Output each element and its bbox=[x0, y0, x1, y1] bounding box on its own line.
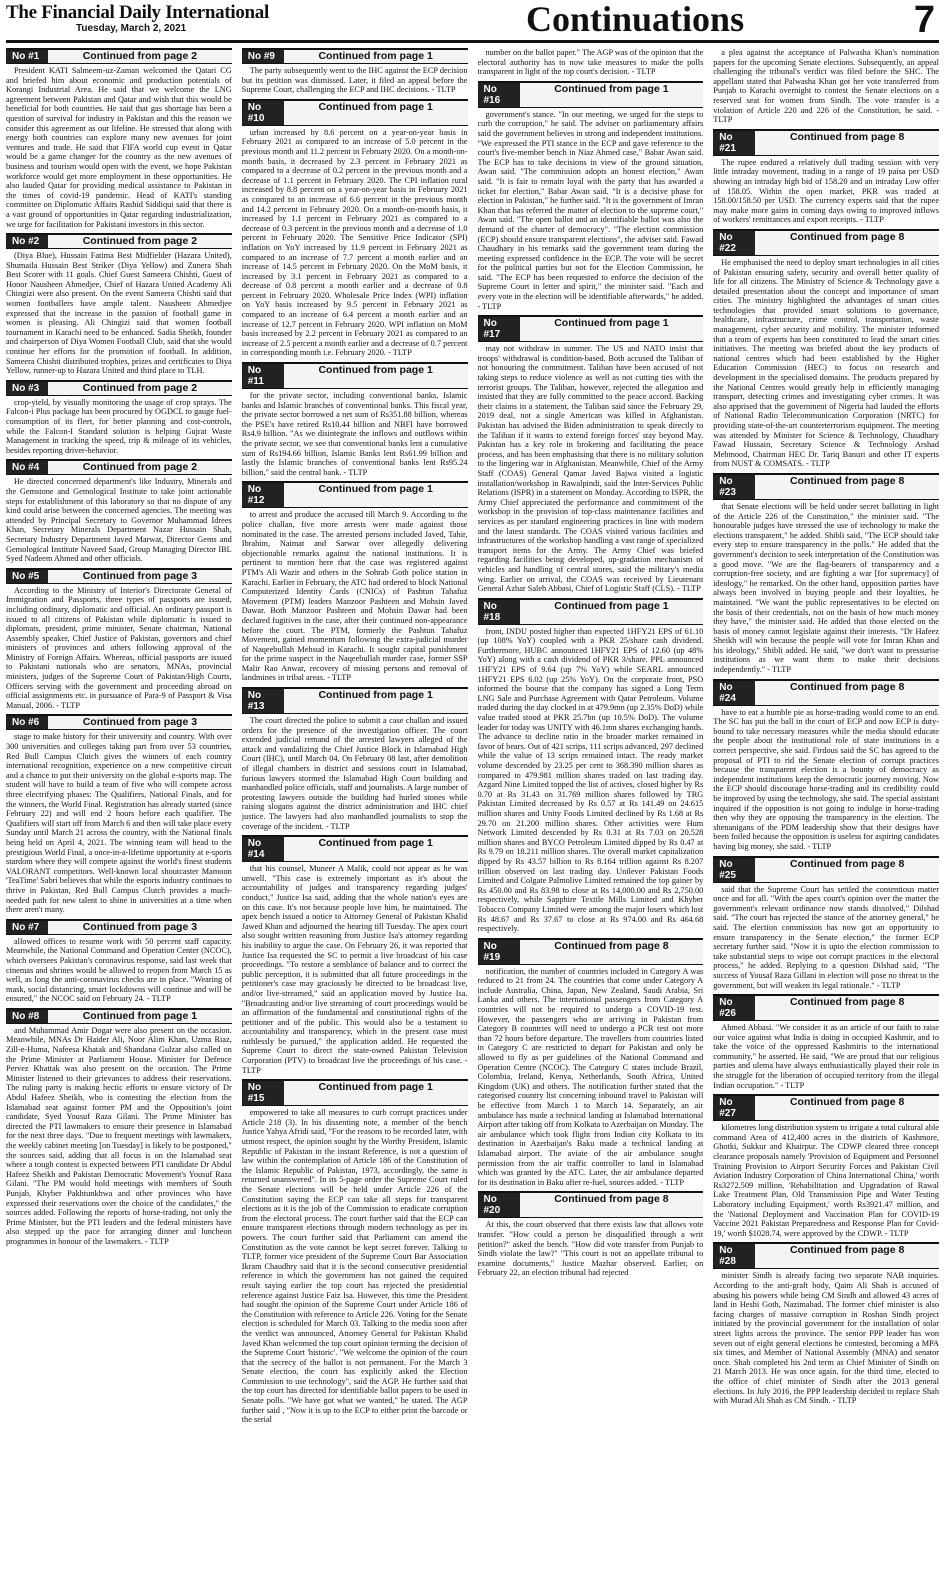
article-number-badge: No #28 bbox=[713, 1244, 755, 1268]
article-number-badge: No #13 bbox=[242, 689, 284, 713]
continued-from-label: Continued from page 1 bbox=[520, 600, 704, 624]
article-continuation bbox=[6, 568, 232, 711]
article-body-text: front, INDU posted higher than expected 1HFY21 EPS of 61.10 (up 108% YoY) coupled with a PKR 25/share cash dividend. Furthermore, HUBC announced 1HFY21 EPS of 12.60 (up 48% YoY) along with a cash dividend of PKR 3/share. PPL announced 1HFY21 EPS of 9.64 (up 7% YoY) while SEARL announced 1HFY21 EPS 6.02 (up 25% YoY). On the corporate front, PSO informed the bourse that the company has signed a Long Term LNG Sale and Purchase Agreement with Qatar Petroleum. Volume traded during the day clocked in at 479.9mn (up 2.35% DoD) while value traded stood at PKR 25.7bn (up 10.5% DoD). The volume leader for today was UNITY with 46.1mn shares exchanging hands. The advance to decline ratio in the broader market remained in favor of bears. Out of 421 scrips, 111 scrips advanced, 297 declined while the value of 13 scrips remained intact. The ready market volume descended by 23.25 per cent to 368.390 million shares as compared to 479.981 million shares traded on last trading day. Azgard Nine Limited topped the list of actives, closed higher by Rs 0.70 at Rs 31.43 on 31.769 million shares followed by TRG Pakistan Limited decreased by Rs 0.57 at Rs 141.49 on 24.615 million shares and Unity Foods Limited declined by Rs 1.68 at Rs 29.70 on 21.200 million shares. Other activities were Hum Network Limited descended by Rs 0.31 at Rs 7.03 on 20.528 million shares and BYCO Petroleum Limited dipped by Rs 0.47 at Rs 9.79 on 18.211 million shares. The overall market capitalization dipped by Rs 43.57 billion to Rs 8.164 trillion against Rs 8.207 trillion observed on last trading day. Unilever Pakistan Foods Limited and Colgate Palmolive Limited remained the top gainer by Rs 450.00 and Rs 83.98 to close at Rs 14,000.00 and Rs 2,750.00 respectively, while Sapphire Textile Mills Limited and Khyber Tobacco Company Limited were among the major losers which lost Rs 48.67 and Rs 37.67 to close at Rs 974.00 and Rs 464.68 respectively. bbox=[477, 626, 704, 934]
article-number-badge: No #11 bbox=[242, 364, 284, 388]
column-2 bbox=[242, 48, 468, 1580]
article-number-badge: No #3 bbox=[6, 382, 48, 395]
article-header-bar bbox=[6, 48, 232, 64]
article-continuation bbox=[6, 48, 232, 229]
continued-from-label: Continued from page 8 bbox=[755, 681, 939, 705]
article-header-bar bbox=[713, 473, 939, 500]
continued-from-label: Continued from page 8 bbox=[755, 996, 939, 1020]
article-continuation bbox=[478, 315, 704, 593]
continued-from-label: Continued from page 1 bbox=[520, 317, 704, 341]
continued-from-label: Continued from page 1 bbox=[284, 689, 468, 713]
article-number-badge: No #20 bbox=[478, 1193, 520, 1217]
article-header-bar bbox=[6, 459, 232, 475]
article-body-text: kilometres long distribution system to irrigate a total cultural able command Area of 412,400 acres in the districts of Kashmore, Ghotki, Sukkur and Khairpur. The CDWP cleared three concept clearance proposals namely 'Provision of Equipment and Personnel Training Provision to Airport Security Forces and Pakistan Civil Aviation Industry Corporation of China International China,' worth Rs3272.509 million, 'Rehabilitation and Upgradation of Rawal Lake Treatment Plan, Old Transmission Pipe and Water Testing Laboratory including Equipment,' worth Rs3921.47 million, and the 'National Deployment and Vaccination Plan for COVID-19 Vaccine 2021 Pakistan Preparedness and Response Plan for Covid-19,' worth $1028.74, were approved by the CDWP. - TLTP bbox=[713, 1123, 939, 1238]
article-continuation bbox=[6, 380, 232, 456]
column-4 bbox=[713, 48, 939, 1580]
article-continuation bbox=[478, 938, 704, 1188]
article-header-bar bbox=[478, 81, 704, 108]
article-body-text: and Muhammad Amir Dogar were also present on the occasion. Meanwhile, MNAs Dr Haider Ali, Noor Alim Khan, Uzma Riaz, Zill-e-Huma, Nafeesa Khatak and Shandana Gulzar also called on the Prime Minister at Parliament House. Minister for Defence Pervez Khattak was also present on the occasion. The Prime Minister listened to their grievances to address their reservations. The ruling party is making hectic efforts to ensure victory of Dr Abdul Hafeez Sheikh, who is contesting the election from the Islamabad seat against former PM and the Opposition's joint candidate, Syed Yousuf Raza Gilani. The Prime Minister has directed the PTI lawmakers to ensure their presence in Islamabad for the next three days. "Due to frequent meetings with lawmakers, the weekly cabinet meeting [on Tuesday] is likely to be postponed," the sources said, adding that all focus is on the Islamabad seat where a tough contest is expected between PTI candidate Dr Abdul Hafeez Sheikh and Pakistan Democratic Movement's Yousuf Raza Gilani. "The PM would hold meetings with members of South Punjab, Khyber Pakhtunkhwa and other provinces who have expressed their reservations over the choice of the candidates," the sources added. Following the reports of horse-trading, not only the Prime Minister, but the PTI leaders and the federal ministers have also stepped up the pace for arranging dinner and luncheon programmes in honour of the lawmakers. - TLTP bbox=[6, 1025, 232, 1246]
continued-from-label: Continued from page 2 bbox=[48, 235, 232, 248]
continued-from-label: Continued from page 8 bbox=[755, 858, 939, 882]
article-body-text: empowered to take all measures to curb corrupt practices under Article 218 (3). In his dissenting note, a member of the bench Justice Yahya Afridi said, "For the reasons to be recorded later, with utmost respect, the opinion sought by the Worthy President, Islamic Republic of Pakistan in the instant Reference, is not a question of law within the contemplation of Article 186 of the Constitution of the Islamic Republic of Pakistan, 1973, accordingly, the same is returned unanswered". In its 5-page order the Supreme Court ruled the Senate elections will be held under Article 226 of the Constitution saying the ECP can take all steps for transparent elections as it is the job of the Commission to eradicate corruption from the electoral process. The court further said that the ECP can ensure transparent elections through modern technology as per its powers. The court further said that Parliament can amend the Constitution as the vote cannot be kept secret forever. Talking to TLTP, former vice president of the Supreme Court Bar Association Ikram Chaudhry said that it is the second consecutive presidential reference in which the government has not gained the required result saying earlier the top court has rejected the presidential reference against Justice Faiz Isa. However, this time the President had sought the opinion of the Supreme Court under Article 186 of the Constitution with reference to Article 226. Voting for the Senate election is scheduled for March 03. Talking to the media soon after the verdict was announced, Attorney General for Pakistan Khalid Javed Khan welcomed the top court opinion terming the decision of the Supreme Court 'historic'. "We welcome the opinion of the court that the secrecy of the ballot is not permanent. For the March 3 Senate election, the court has explicitly asked the Election Commission to use technology", said the AGP. He further said that the top court has directed for identifiable ballot papers to be used in Senate polls. "We have got what we wanted," he stated. The AGP further said , "Now it is up to the ECP to either print the barcode or the serial bbox=[241, 1108, 468, 1425]
article-body-text: number on the ballot paper." The AGP was of the opinion that the electoral authority has to now take measures to make the polls transparent in light of the top court's decision. - TLTP bbox=[477, 48, 704, 77]
article-body-text: notification, the number of countries included in Category A was reduced to 21 from 24. The countries that come under Category A include Australia, China, Japan, New Zealand, Saudi Arabia, Sri Lanka and others. The international passengers from Category A countries will not be required to undergo a COVID-19 test. However, the passengers who are arriving in Pakistan from Category B countries will need to undergo a PCR test not more than 72 hours before departure. The travellers from countries listed in Category C are restricted to depart for Pakistan and only be allowed to fly as per guidelines of the National Command and Operation Centre (NCOC). The Category C states include Brazil, Colombia, Ireland, Kenya, Netherlands, South Africa, United Kingdom (UK) and others. The notification further stated that the categorised country list concerning inbound travel to Pakistan will be effective from March 1 to March 14. Separately, an air ambulance has made a technical landing at Islamabad International Airport after taking off from Kolkata to Azerbaijan on Monday. The air ambulance which took flight from Indian city Kolkata to its destination in Azerbaijan's Baku made a technical landing at Islamabad airport. The aviate of the air ambulance sought permission from the air traffic controller to land in Islamabad which was granted by the ATC. Later, the air ambulance departed for its destination in Baku after re-fuel, sources added. - TLTP bbox=[477, 966, 704, 1187]
article-header-bar bbox=[6, 568, 232, 584]
continued-from-label: Continued from page 3 bbox=[48, 716, 232, 729]
article-continuation bbox=[242, 48, 468, 95]
article-continuation bbox=[713, 679, 939, 852]
article-number-badge: No #1 bbox=[6, 50, 48, 63]
article-body-text: The rupee endured a relatively dull trading session with very little intraday movement, trading in a range of 19 paisa per USD showing an intraday high bid of 158.20 and an intraday Low offer of 158.05. Within the open market, PKR was traded at 158.00/158.50 per USD. The currency experts said that the rupee may make more gains in coming days owing to improved inflows of workers' remittances and export receipts. - TLTP bbox=[713, 157, 939, 225]
article-body-text: may not withdraw in summer. The US and NATO insist that troops' withdrawal is condition-based. Both accused the Taliban of not honouring the commitment. Taliban have been accused of not taking steps to reduce violence as well as not cutting ties with the terrorist groups. The Taliban, however, rejected the allegation and insisted that they are fully committed to the peace accord. Backing their claims in a statement, the Taliban said since the February 29, 2019 deal, not a single American was killed in Afghanistan. Pakistan has advised the Biden administration to speak directly to the Taliban if it wants to extend foreign forces' stay beyond May. Pakistan has a key role in brokering and facilitating the peace process, and has been emphasising that there is no military solution to the lingering war in Afghanistan. Meanwhile, Chief of the Army Staff (COAS) General Qamar Javed Bajwa visited a logistic installation/workshop in Rawalpindi, said the Inter-Services Public Relations (ISPR) in a statement on Monday. According to ISPR, the Army Chief appreciated the performance and commitment of the workshop in the provision of top-class maintenance facilities and services as per standard engineering practices in line with modern and the latest standards. The COAS visited various facilities and infrastructures of the workshop handling a vast range of specialized transport items for the Army. The Army Chief was briefed regarding facilities being developed, up-gradation mechanism of vehicles and handling of central stores, said the military's media wing. Earlier on arrival, the COAS was received by Lieutenant General Azhar Saleh Abbasi, Chief of Logistic Staff (CLS). - TLTP bbox=[477, 344, 704, 594]
article-header-bar bbox=[6, 233, 232, 249]
article-continuation bbox=[6, 459, 232, 563]
article-number-badge: No #22 bbox=[713, 231, 755, 255]
continued-from-label: Continued from page 8 bbox=[755, 1244, 939, 1268]
article-continuation bbox=[713, 473, 939, 675]
continued-from-label: Continued from page 1 bbox=[520, 83, 704, 107]
article-header-bar bbox=[242, 1079, 468, 1106]
article-header-bar bbox=[478, 1191, 704, 1218]
article-header-bar bbox=[713, 679, 939, 706]
article-number-badge: No #27 bbox=[713, 1096, 755, 1120]
continued-from-label: Continued from page 8 bbox=[755, 231, 939, 255]
column-1 bbox=[6, 48, 232, 1580]
article-number-badge: No #10 bbox=[242, 101, 284, 125]
article-header-bar bbox=[713, 1094, 939, 1121]
column-3 bbox=[478, 48, 704, 1580]
article-header-bar bbox=[6, 1008, 232, 1024]
article-header-bar bbox=[242, 99, 468, 126]
article-continuation bbox=[6, 233, 232, 376]
article-header-bar bbox=[242, 687, 468, 714]
article-number-badge: No #16 bbox=[478, 83, 520, 107]
article-number-badge: No #18 bbox=[478, 600, 520, 624]
page-number: 7 bbox=[913, 0, 935, 41]
article-header-bar bbox=[713, 856, 939, 883]
article-body-text: The court directed the police to submit a case challan and issued orders for the presence of the investigation officer. The court extended judicial remand of the arrested lawyers alleged of the attack and vandalizing the Chief Justice Block in Islamabad High Court (IHC), until March 04. On February 08 last, after demolition of illegal chambers in district and sessions court in Islamabad, furious lawyers stormed the Islamabad High Court building and manhandled police officials, staff and journalists. A large number of protesting lawyers outside the building had hurled stones while raising slogans against the district administration and IHC chief justice. The lawyers had also manhandled journalists to stop the coverage of the incident. - TLTP bbox=[241, 716, 468, 831]
continued-from-label: Continued from page 1 bbox=[48, 1010, 232, 1023]
article-number-badge: No #17 bbox=[478, 317, 520, 341]
article-number-badge: No #23 bbox=[713, 475, 755, 499]
article-body-text: to arrest and produce the accused till March 9. According to the police challan, five more arrests were made against those nominated in the case. The arrested persons included Javed, Tahir, Ibrahim, Naimat and Sarwar over allegedly delivering objectionable remarks against the national institutions. It is pertinent to mention here that the case was registered against PTM's Ali Wazir and others in the Sohrab Goth police station in Karachi. Earlier in February, the ATC had ordered to block National Computerized Identity Cards (CNICs) of Pashtun Tahafuz Movement (PTM) leaders Manzoor Pashteen and Mohsin Javed Dawar. Both Manzoor Pashteen and Mohsin Dawar had been declared fugitives in the case, after their continued non-appearance before the court. The PTM, formerly the Pashtun Tahafuz Movement, gained momentum following the extra-judicial murder of Naqeebullah Mehsud in Karachi. It sought capital punishment for the prime suspect in the Naqeebullah murder case, former SSP Malir Rao Anwar, recovery of missing persons and removal of landmines in tribal areas. - TLTP bbox=[241, 510, 468, 683]
newspaper-name: The Financial Daily International bbox=[6, 2, 269, 23]
article-number-badge: No #14 bbox=[242, 837, 284, 861]
article-body-text: urban increased by 8.6 percent on a year-on-year basis in February 2021 as compared to an increase of 5.0 percent in the previous month and 11.2 percent in February 2020. On a month-on-month basis, it decreased by 2.3 percent in February 2021 as compared to a decrease of 0.2 percent in the previous month and a decrease of 1.1 percent in February 2020. The CPI inflation rural increased by 8.8 percent on a year-on-year basis in February 2021 as compared to an increase of 6.6 percent in the previous month and 14.2 percent in February 2020. On a month-on-month basis, it increased by 1.1 percent in February 2021 as compared to a decrease of 0.3 percent in the previous month and a decrease of 1.0 percent in February 2020. The Sensitive Price Indicator (SPI) inflation on YoY increased by 11.9 percent in February 2021 as compared to an increase of 7.7 percent a month earlier and an increase of 14.5 percent in February 2020. On the MoM basis, it increased by 3.1 percent in February 2021 as compared to a decrease of 0.8 percent a month earlier and a decrease of 0.8 percent in February 2020. Wholesale Price Index (WPI) inflation on YoY basis increased by 9.5 percent in February 2021 as compared to an increase of 6.4 percent a month earlier and an increase of 12.7 percent in February 2020. WPI inflation on MoM basis increased by 2.2 percent in February 2021 as compared to an increase of 2.5 percent a month earlier and a decrease of 0.7 percent in corresponding month i.e. February 2020. - TLTP bbox=[241, 127, 468, 358]
article-number-badge: No #8 bbox=[6, 1010, 48, 1023]
article-body-text: minister Sindh is already facing two separate NAB inquiries. According to the anti-graft body, Qaim Ali Shah is accused of abusing his powers while being CM Sindh and allowed 43 acres of land in Heshi Goth, Nazimabad. The former chief minister is also facing charges of massive corruption in Roshan Sindh project initiated by the provincial government for the installation of solar street lights across the province. The senior PPP leader has won seven out of eight general elections he contested, becoming a MPA six times, and Member of National Assembly (MNA) and senator once. Shah completed his 2nd term as Chief Minister of Sindh on 21 March 2013. He was once again, for the third time, elected to the office of chief minister of Sindh after the 2013 general elections. In July 2016, the PPP leadership decided to replace Shah with Murad Ali Shah as CM Sindh. - TLTP bbox=[713, 1271, 939, 1406]
article-header-bar bbox=[242, 48, 468, 64]
continued-from-label: Continued from page 2 bbox=[48, 382, 232, 395]
continued-from-label: Continued from page 8 bbox=[520, 940, 704, 964]
article-header-bar bbox=[713, 129, 939, 156]
article-continuation bbox=[478, 1191, 704, 1278]
article-body-text: said that the Supreme Court has settled the contentious matter once and for all. "With the apex court's opinion over the matter the government's relevant ordinance now stands dissolved," Dilshad said. "The court has rejected the stance of the attorney general," he said. The election commission has now got an opportunity to ensure transparency in the Senate election," the former ECP secretary further said. "Now it is upto the election commission to take substantial steps to wipe out corrupt practices in the electoral process," he added. Replying to a question Dilshad said, "The success of Yousaf Raza Gillani in election will pose no threat to the government, but will weaken its legal rationale." - TLTP bbox=[713, 884, 939, 990]
article-header-bar bbox=[242, 481, 468, 508]
continued-from-label: Continued from page 2 bbox=[48, 50, 232, 63]
article-header-bar bbox=[713, 1242, 939, 1269]
article-number-badge: No #19 bbox=[478, 940, 520, 964]
article-body-text: crop-yield, by visually monitoring the usage of crop sprays. The Falcon-i Plus package has been procured by OGDCL to gauge fuel-consumption of its fleet, for better planning and cost-controls, while the Falcon-I Standard solution is helping Gujrat Waste Management in tracking the speed, trip & mileage of its vehicles, besides reporting driver-behavior. bbox=[6, 397, 232, 455]
article-body-text: At this, the court observed that there exists law that allows vote transfer. "How could a person be disqualified through a writ petition?" asked the bench. "How did vote transfer from Punjab to Sindh violate the law?" "This court is not an appellate tribunal to examine documents," Justice Mazhar observed. Earlier, on February 22, an election tribunal had rejected bbox=[477, 1220, 704, 1278]
article-body-text: allowed offices to resume work with 50 percent staff capacity. Meanwhile, the National Command and Operation Center (NCOC), which oversees Pakistan's coronavirus response, said last week that cinemas and shrines would be allowed to reopen from March 15 as well, as long the anti-coronavirus checks are in place. "Wearing of mask, social distancing, smart lockdowns will continue and will be ensured," the NCOC said on February 24. - TLTP bbox=[6, 936, 232, 1004]
article-header-bar bbox=[6, 380, 232, 396]
article-body-text: stage to make history for their university and country. With over 300 universities and colleges taking part from over 53 countries, Red Bull Campus Clutch gives the winners of each country international recognition, experience on a new competitive circuit and a chance to put their university on the global e-sports map. The student will have to build a team of five who will compete across three electrifying phases: The Qualifiers, National Finals, and for the winners, the World Final. Registration has already started (since February 22) and will end 2 hours before each qualifier. The Qualifiers will start off from March 6 and then will take place every Sunday until March 21 across the country, with the National finals being held on April 4, 2021. The winning team will head to the prestigious World Final, a once-in-a-lifetime opportunity at e-sports stardom where they will compete against the world's finest students VALORANT competitors. Well-known local shoutcaster Mamoon 'TeaTime' Sabri believes that while the esports industry continues to thrive in Pakistan, Red Bull Campus Clutch provides a much-needed path for new talent to shine in universities at a time when there aren't many. bbox=[6, 732, 232, 915]
masthead bbox=[6, 0, 939, 43]
continued-from-label: Continued from page 3 bbox=[48, 570, 232, 583]
article-continuation bbox=[713, 129, 939, 225]
article-header-bar bbox=[6, 714, 232, 730]
article-body-text: have to eat a humble pie as horse-trading would come to an end. The SC has put the ball in the court of ECP and now ECP is duty-bound to take necessary measures while the media should educate the people about the institutional role of state institutions in a correct perspective, she said. Firdous said the SC has agreed to the proposal of PTI to rid the Senate election of corrupt practices because the transparent election is a bounty of democracy as independent institutions keep the democratic journey moving. Now the ECP should discourage horse-trading and its credibility could be improved by using the technology, she said. The special assistant inquired if the opposition is not going to indulge in horse-trading then why they are opposing the transparency in the election. The shenanigans of the PDM leadership show that their designs have been foiled because the opposition is useless for aspiring candidates having big money, she said. - TLTP bbox=[713, 707, 939, 851]
article-body-text: (Diya Blue), Hussain Fatima Best Midfielder (Hazara United), Shumaila Hussain Best Striker (Diya Yellow) and Zunera Shah Best Scorer with 11 goals. Chief Guest Sameera Chishti, Guest of Honor Nausheen Ahmedjee, Chief of Hazara United Academy Ali Chingizi were also present. On the event Sameera Chishti said that women footballers have ample talent. Nausheen Ahmedjee expressed that the increase in the passion of football game in women is pleasing. Ali Chingizi said that women football tournament in Karachi need to be enhanced. Sadia Sheikh, founder and chairperson of Diya Women Football Club, said that she would continue her efforts for the promotion of football. In addition, Sameera Chishti distributed trophies, prizes and certificates to Diya Yellow, runner-up to Hazara United and third place to TLH. bbox=[6, 251, 232, 376]
article-body-text: Ahmed Abbasi. "We consider it as an article of our faith to raise our voice against what India is doing in occupied Kashmir, and to take the voice of the oppressed Kashmiris to the international community," he asserted. He said, "We are proud that our religious parties and ulema have always enthusiastically played their role in the struggle for the liberation of occupied territory from the illegal Indian occupation." - TLTP bbox=[713, 1023, 939, 1090]
article-number-badge: No #26 bbox=[713, 996, 755, 1020]
continued-from-label: Continued from page 1 bbox=[284, 364, 468, 388]
article-body-text: government's stance. "In our meeting, we urged for the steps to curb the corruption," he said. The adviser on parliamentary affairs said the government believes in strong and independent institutions. "We expressed the PTI stance in the ECP and gave reference to the court's five-member bench in Niaz Ahmed case," Babar Awan said. The ECP has to take decisions in view of the ground situation, Awan said. "The commission adopts an honest election," Awan said. "It is fair to remain loyal with the party that has awarded a ticket for election," Babar Awan said. "It is a decisive phase for election in Pakistan," he further said. "It is the government of Imran Khan that has referred the matter of election to the supreme court," Awan said. "The open ballot and an identifiable ballot was also the demand of the charter of democracy". "The election commission (ECP) should ensure transparent elections", the adviser said. Fawad Chaudhary in his remarks said the government team during the meeting expressed confidence in the ECP. The vote will be secret for the political parties but not for the Election Commission, he said. "The ECP has been requested to enforce the decision of the Supreme Court in letter and spirit," the minister said. "Each and every vote in the election will be identifiable afterwards," he added. - TLTP bbox=[477, 109, 704, 311]
section-title: Continuations bbox=[526, 0, 745, 39]
article-continuation bbox=[242, 362, 468, 477]
article-continuation bbox=[6, 1008, 232, 1247]
article-continuation bbox=[713, 48, 939, 125]
article-continuation bbox=[242, 1079, 468, 1425]
article-continuation bbox=[6, 919, 232, 1004]
continued-from-label: Continued from page 1 bbox=[284, 101, 468, 125]
article-number-badge: No #24 bbox=[713, 681, 755, 705]
article-continuation bbox=[6, 714, 232, 914]
article-header-bar bbox=[6, 919, 232, 935]
article-number-badge: No #6 bbox=[6, 716, 48, 729]
article-body-text: President KATI Salmeem-uz-Zaman welcomed the Qatari CG and briefed him about economic and production potentials of Korangi Industrial Area. He said that we welcome the LNG agreement between Pakistan and Qatar and wish that this would be beneficial for both countries. He said that gas shortage has been a question of survival for industry in Pakistan and this the reason we consider this agreement as our lifeline. He stressed that along with energy both countries can explore many new avenues for joint ventures and trade. He said that FIFA world cup event in Qatar would be a game changer for the country as the new avenues of business and tourism would open with the event, we hope Pakistan workforce would get more employment in these opportunities. He also lauded Qatar for providing medical assistance to Pakistan in the times of covid-19 pandemic. Head of KATI's standing committee on Diplomatic Affairs Rashid Siddiqui said that there is a vast ground of opportunities in Qatar regarding industrialization, we urge for facilitation for Pakistani investors in this sector. bbox=[6, 66, 232, 229]
continued-from-label: Continued from page 1 bbox=[284, 837, 468, 861]
article-continuation bbox=[713, 1094, 939, 1238]
article-continuation bbox=[478, 48, 704, 77]
continued-from-label: Continued from page 8 bbox=[520, 1193, 704, 1217]
article-number-badge: No #5 bbox=[6, 570, 48, 583]
continued-from-label: Continued from page 8 bbox=[755, 475, 939, 499]
article-number-badge: No #25 bbox=[713, 858, 755, 882]
article-continuation bbox=[713, 856, 939, 991]
article-body-text: According to the Ministry of Interior's Directorate General of Immigration and Passports, three types of passports are issued, including ordinary, diplomatic and official. An ordinary passport is issued to all citizens of Pakistan while diplomatic is issued to diplomats, president, prime minister, Senate chairman, National Assembly speaker, Chief Justice of Pakistan, governors and chief ministers of provinces and others following approval of the Ministry of Foreign Affairs. Whereas, official passports are issued to Pakistani nationals who are senators, MNAs, provincial ministers, judges of the Supreme Court of Pakistan/High Courts, Officers serving with the government and proceeding abroad on official assignments etc. in pursuance of Para-9 of Passport & Visa Manual, 2006. - TLTP bbox=[6, 585, 232, 710]
article-header-bar bbox=[242, 362, 468, 389]
article-number-badge: No #21 bbox=[713, 131, 755, 155]
article-body-text: He directed concerned department's like Industry, Minerals and the Gemstone and Gemological Institute to take joint actionable steps for establishment of this laboratory so that no dispute of any kind could arise between the concerned agencies. The meeting was attended by Principal Secretary to Governor Muhammad Idrees Khan, Secretary Minerals Department Nazar Hussain Shah, Secretary Industry Department Javed Marwat, Director Gems and Gemological Institute Naveed Saad, Group Managing Director IBL Syed Nadeem Ahmed and other officials. bbox=[6, 477, 232, 564]
article-continuation bbox=[713, 229, 939, 469]
continued-from-label: Continued from page 8 bbox=[755, 1096, 939, 1120]
issue-date: Tuesday, March 2, 2021 bbox=[76, 23, 187, 34]
article-continuation bbox=[713, 994, 939, 1090]
article-continuation bbox=[478, 81, 704, 311]
article-number-badge: No #7 bbox=[6, 921, 48, 934]
continued-from-label: Continued from page 1 bbox=[284, 50, 468, 63]
continued-from-label: Continued from page 1 bbox=[284, 1081, 468, 1105]
article-number-badge: No #12 bbox=[242, 483, 284, 507]
continued-from-label: Continued from page 2 bbox=[48, 461, 232, 474]
article-continuation bbox=[713, 1242, 939, 1405]
article-continuation bbox=[242, 835, 468, 1075]
article-body-text: that his counsel, Muneer A Malik, could not appear as he was unwell. "This case is extremely important as it's about the accountability of judges and transparency regarding judges' conduct," Justice Isa said, adding that the whole nation's eyes are on this case. It's not because people love him, he maintained. The apex bench issued a notice to Attorney General of Pakistan Khalid Jawed Khan and adjourned the hearing till Tuesday. The apex court also sought written reasoning from Justice Isa's attorney regarding his inability to argue the case. On February 26, it was reported that Justice Isa requested the SC to permit a live broadcast of his case proceedings. "To restore a semblance of balance and to correct the public perception, it is submitted that all future proceedings in the petitioner's case may graciously be directed to be broadcast live, and/or live-streamed," said an application moved by Justice Isa. "Broadcasting and/or live streaming of court proceedings would be an affirmation of the fundamental and constitutional rights of the petitioner and of the public. This would also be a testament to accountability and transparency, which in the present case must ruthlessly be pursued," the application added. He requested the Supreme Court to direct the state-owned Pakistan Television Corporation (PTV) to broadcast live the proceedings of his case. - TLTP bbox=[241, 864, 468, 1075]
article-continuation bbox=[242, 481, 468, 683]
article-continuation bbox=[242, 687, 468, 831]
article-columns bbox=[6, 48, 939, 1580]
article-body-text: that Senate elections will be held under secret balloting in light of the Article 226 of the Constitution," the minister said. "The honourable judges have stressed the use of technology to make the elections transparent," he added. Shibli said, "The ECP should take every step to ensure transparency in the polls." He added that the government's decision to seek interpretation of the Constitution was a good move. "We are the flag-bearers of transparency and a corruption-free society, and are fighting a war [for supremacy] of ideology," he remarked. On the other hand, opposition parties have always been involved in buying people and their loyalties, he maintained. "We want the public representatives to be elected on the basis of their credentials, not on the basis of how much money they have," the minister said. He added that those elected on the basis of money cannot legislate against their interests. "Dr Hafeez Sheikh will win because the people will vote for Imran Khan and his ideology," Shibli added. He said, "we don't want to pressurise institutions as we want them to make their decisions independently." - TLTP bbox=[713, 501, 939, 675]
article-header-bar bbox=[478, 598, 704, 625]
article-number-badge: No #15 bbox=[242, 1081, 284, 1105]
continued-from-label: Continued from page 3 bbox=[48, 921, 232, 934]
article-continuation bbox=[242, 99, 468, 358]
article-header-bar bbox=[242, 835, 468, 862]
article-number-badge: No #4 bbox=[6, 461, 48, 474]
continued-from-label: Continued from page 1 bbox=[284, 483, 468, 507]
article-header-bar bbox=[478, 315, 704, 342]
article-number-badge: No #2 bbox=[6, 235, 48, 248]
article-body-text: The party subsequently went to the IHC against the ECP decision but its petition was dismissed. Later, it filed an appeal before the Supreme Court, challenging the ECP and IHC decisions. - TLTP bbox=[241, 66, 468, 95]
article-number-badge: No #9 bbox=[242, 50, 284, 63]
article-body-text: a plea against the acceptance of Palwasha Khan's nomination papers for the upcoming Senate elections. Subsequently, an appeal challenging the tribunal's verdict was filed before the SHC. The appellant stated that Palwasha Khan got her vote transferred from Punjab to Karachi overnight to contest the Senate elections on a reserved seat for women from Sindh. The vote transfer is a violation of Article 220 and 226 of the Constitution, he said. - TLTP bbox=[713, 48, 939, 125]
article-body-text: He emphasised the need to deploy smart technologies in all cities of Pakistan ensuring safety, security and overall better quality of life for all citizens. The Ministry of Science & Technology gave a detailed presentation about the concept and importance of smart cities. The ministry highlighted the advantages of smart cities technologies that provided smart solutions to governance, healthcare, infrastructure, crime control, transportation, waste management, cyber security and mobility. The minister informed that a team of experts has been constituted to lead the smart cities initiatives. The meeting was briefed about the key products of national centres which had been established by the Higher Education Commission (HEC) to focus on research and development in the specialised domains. The products prepared by the National Centres would greatly help in efficiently managing transport, detecting crimes and investigating cyber crimes. It was also apprised that the government of Nigeria had lauded the efforts of National Radio Telecommunication Corporation (NRTC) for providing state-of-the-art counterterrorism equipment. The meeting was attended by Minister for Science & Technology, Chaudhary Fawad Hussain, Secretary Science & Technology Arshad Mehmood, Chairman HEC Dr. Tariq Banuri and other IT experts from NUST & COMSATS. - TLTP bbox=[713, 257, 939, 469]
article-header-bar bbox=[713, 229, 939, 256]
article-header-bar bbox=[478, 938, 704, 965]
continued-from-label: Continued from page 8 bbox=[755, 131, 939, 155]
article-body-text: for the private sector, including conventional banks, Islamic banks and Islamic branches of conventional banks. This fiscal year, the private sector borrowed a net sum of Rs351.88 billion, whereas the PSE's have retired Rs10.44 billion and NBFI have borrowed Rs4.9 billion. "As we disintegrate the inflows and outflows within the private sector, we see that conventional banks lent a cumulative sum of Rs194.66 billion, Islamic Banks lent Rs61.99 billion and lastly the Islamic branches of conventional banks lent Rs95.24 billion," said the central bank. - TLTP bbox=[241, 391, 468, 477]
article-continuation bbox=[478, 598, 704, 934]
article-header-bar bbox=[713, 994, 939, 1021]
